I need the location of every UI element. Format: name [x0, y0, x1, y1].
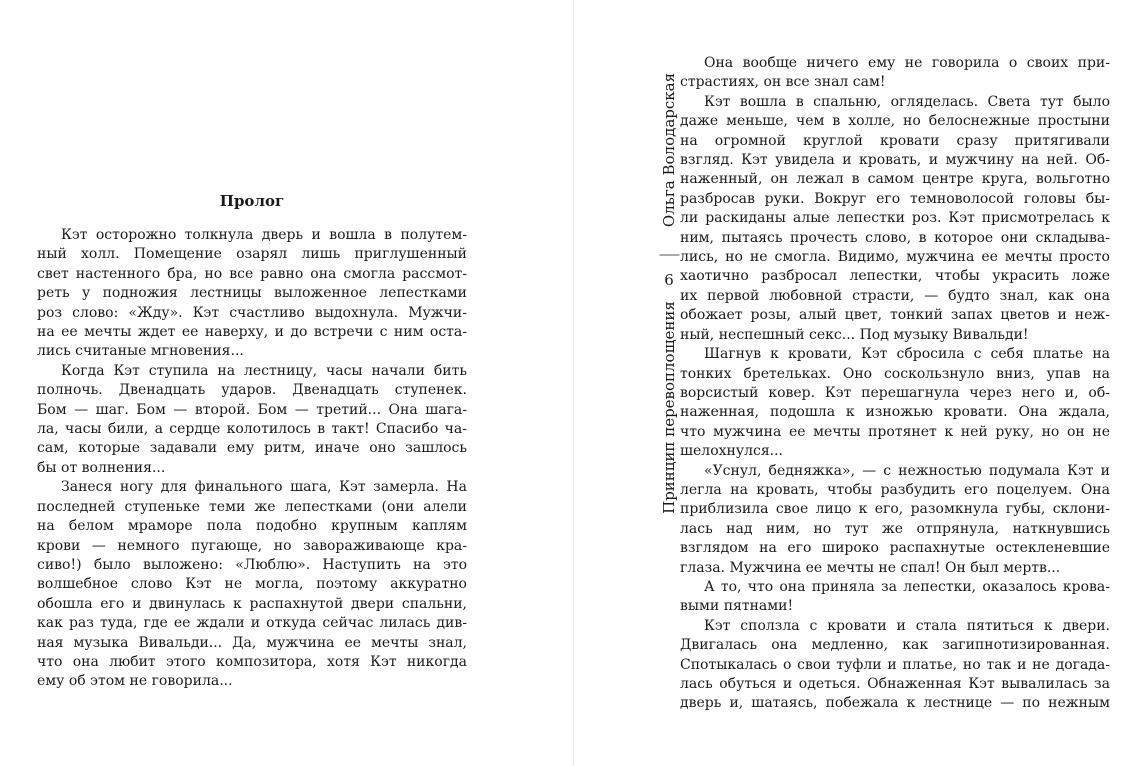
text-line: глаза. Мужчина ее мечты не спал! Он был мертв... — [680, 559, 1061, 576]
text-line: Она вообще ничего ему не говорила о своих при- — [704, 55, 1110, 71]
text-line: дверь и, шатаясь, побежала к лестнице — по нежным — [680, 695, 1110, 712]
running-head-author: Ольга Володарская — [660, 72, 678, 228]
text-line: обожает розы, алый цвет, тонкий запах цветов и неж- — [680, 307, 1110, 324]
text-line: ним, пытаясь прочесть слово, в которое они складыва- — [680, 229, 1110, 246]
text-line: полночь. Двенадцать ударов. Двенадцать ступенек. — [37, 382, 467, 399]
text-line: крови — немного пугающе, но завораживающе кра- — [37, 537, 467, 554]
running-head — [637, 40, 678, 520]
text-line: выми пятнами! — [680, 598, 794, 615]
text-line: лась над ним, но тут же отпрянула, наткнувшись — [680, 520, 1110, 537]
text-line: что она любит этого композитора, хотя Кэт никогда — [37, 653, 467, 670]
text-line: Кэт вошла в спальню, огляделась. Света тут было — [704, 93, 1110, 110]
text-line: шелохнулся... — [680, 443, 784, 460]
right-page-body — [680, 54, 1110, 714]
text-line: А то, что она приняла за лепестки, оказалось крова- — [704, 578, 1110, 595]
text-line: сам, которые задавали ему ритм, иначе оно зашлось — [37, 440, 467, 457]
running-head-separator — [669, 245, 670, 265]
text-line: ный холл. Помещение озарял лишь приглушенный — [37, 246, 467, 263]
text-line: ла, часы били, а сердце колотилось в такт! Спасибо ча- — [37, 421, 467, 438]
text-line: Кэт сползла с кровати и стала пятиться к двери. — [704, 617, 1110, 634]
text-line: как раз туда, где ее ждали и откуда сейчас лилась див- — [37, 615, 467, 632]
text-line: на ее мечты ждет ее наверху, и до встречи с ним оста- — [37, 324, 467, 341]
text-line: «Уснул, бедняжка», — с нежностью подумала Кэт и — [704, 462, 1110, 479]
text-line: легла на кровать, чтобы разбудить его поцелуем. Она — [680, 481, 1110, 498]
text-line: Кэт осторожно толкнула дверь и вошла в полутем- — [61, 227, 467, 243]
text-line: Когда Кэт ступила на лестницу, часы начали бить — [61, 362, 467, 379]
text-line: Двигалась она медленно, как загипнотизированная. — [680, 637, 1110, 654]
text-line: на белом мраморе пола подобно крупным каплям — [37, 518, 467, 535]
text-line: ли раскиданы алые лепестки роз. Кэт присмотрелась к — [680, 210, 1110, 227]
right-page — [574, 0, 1146, 766]
text-line: ный, неспешный секс... Под музыку Вивальди! — [680, 326, 1029, 343]
text-line: наженный, он лежал в самом центре круга, вольготно — [680, 171, 1110, 188]
text-line: Бом — шаг. Бом — второй. Бом — третий... Она шага- — [37, 401, 467, 418]
text-line: роз слово: «Жду». Кэт счастливо выдохнула. Мужчи- — [37, 304, 467, 321]
text-line: последней ступеньке теми же лепестками (они алели — [37, 498, 467, 515]
text-line: тонких бретельках. Оно соскользнуло вниз, упав на — [680, 365, 1110, 382]
text-line: Шагнув к кровати, Кэт сбросила с себя платье на — [704, 346, 1110, 363]
text-line: лась обуться и одеться. Обнаженная Кэт вывалилась за — [680, 676, 1110, 692]
text-line: Спотыкалась о свои туфли и платье, но так и не догада- — [680, 656, 1110, 673]
text-line: ворсистый ковер. Кэт перешагнула через него и, об- — [680, 384, 1110, 401]
text-line: обошла его и двинулась к распахнутой двери спальни, — [37, 595, 467, 612]
text-line: взгляд. Кэт увидела и кровать, и мужчину на ней. Об- — [680, 152, 1110, 169]
text-line: взглядом на его широко распахнутые остекленевшие — [680, 540, 1110, 557]
text-line: сиво!) было выложено: «Люблю». Наступить на это — [37, 556, 467, 573]
text-line: волшебное слово Кэт не могла, поэтому аккуратно — [37, 576, 467, 593]
text-line: реть у подножия лестницы выложенное лепестками — [37, 285, 467, 302]
text-line: что мужчина ее мечты протянет к ней руку, но он не — [680, 423, 1110, 440]
text-line: приблизила свое лицо к его, разомкнула губы, склони- — [680, 501, 1110, 518]
text-line: Занеся ногу для финального шага, Кэт замерла. На — [61, 479, 467, 496]
running-head-book-title: Принцип перевоплощения — [660, 301, 678, 514]
text-line: лись считаные мгновения... — [37, 343, 244, 360]
text-line: лись, но не смогла. Видимо, мужчина ее мечты просто — [680, 249, 1110, 266]
text-line: ему об этом не говорила... — [37, 673, 233, 690]
text-line: ная музыка Вивальди... Да, мужчина ее мечты знал, — [37, 634, 467, 651]
page-number: 6 — [664, 271, 674, 289]
text-line: их первой любовной страсти, — будто знал, как она — [680, 287, 1110, 304]
text-line: бы от волнения... — [37, 459, 166, 476]
text-line: наженная, подошла к изножью кровати. Она ждала, — [680, 404, 1110, 421]
chapter-heading: Пролог — [219, 192, 285, 210]
text-line: разбросав руки. Вокруг его темноволосой головы бы- — [680, 190, 1110, 207]
left-page-body — [37, 226, 467, 692]
text-line: хаотично разбросал лепестки, чтобы украсить ложе — [680, 268, 1110, 285]
text-line: свет настенного бра, но все равно она смогла рассмот- — [37, 265, 467, 282]
text-line: страстиях, он все знал сам! — [680, 74, 886, 91]
text-line: на огромной круглой кровати сразу притягивали — [680, 132, 1110, 149]
text-line: даже меньше, чем в холле, но белоснежные простыни — [680, 113, 1110, 130]
